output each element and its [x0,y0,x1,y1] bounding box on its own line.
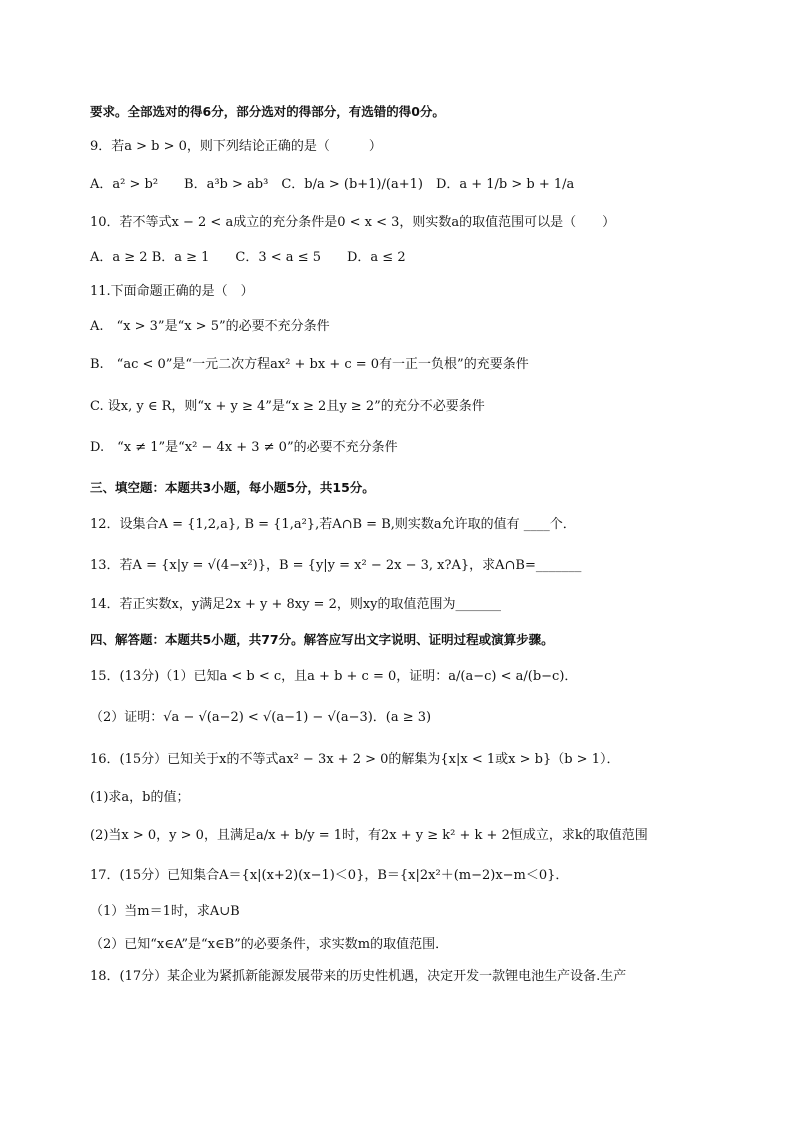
section-answer-heading: 四、解答题：本题共5小题，共77分。解答应写出文字说明、证明过程或演算步骤。 [90,632,554,647]
section-fill-blank-heading: 三、填空题：本题共3小题，每小题5分，共15分。 [90,480,375,495]
question-15-part-1: 15．(13分)（1）已知a < b < c，且a + b + c = 0，证明：a/(a−c) < a/(b−c)． [90,669,578,684]
question-10: 10．若不等式x − 2 < a成立的充分条件是0 < x < 3，则实数a的取值范围可以是（ ） [90,215,616,230]
question-17-part-2: （2）已知“x∈A”是“x∈B”的必要条件，求实数m的取值范围． [90,937,449,952]
question-11-option-c: C. 设x, y ∈ R，则“x + y ≥ 4”是“x ≥ 2且y ≥ 2”的充分不必要条件 [90,399,485,414]
section-requirement-text: 要求。全部选对的得6分，部分选对的得部分，有选错的得0分。 [90,104,445,119]
question-9: 9．若a > b > 0，则下列结论正确的是（ ） [90,139,382,154]
question-15-part-2: （2）证明：√a − √(a−2) < √(a−1) − √(a−3)．(a ≥ 3) [90,710,432,725]
question-16: 16．(15分）已知关于x的不等式ax² − 3x + 2 > 0的解集为{x|x < 1或x > b}（b > 1）． [90,752,620,767]
question-10-options: A．a ≥ 2 B．a ≥ 1 C．3 < a ≤ 5 D．a ≤ 2 [90,250,406,265]
question-17: 17．(15分）已知集合A＝{x|(x+2)(x−1)＜0}，B＝{x|2x²＋(m−2)x−m＜0}． [90,868,569,883]
question-11-option-d: D. “x ≠ 1”是“x² − 4x + 3 ≠ 0”的必要不充分条件 [90,440,398,455]
question-11: 11.下面命题正确的是（ ） [90,284,254,299]
question-11-option-b: B. “ac < 0”是“一元二次方程ax² + bx + c = 0有一正一负根”的充要条件 [90,357,529,372]
question-13: 13．若A = {x|y = √(4−x²)}，B = {y|y = x² − 2x − 3, x?A}，求A∩B=_______ [90,558,582,573]
question-11-option-a: A. “x > 3”是“x > 5”的必要不充分条件 [90,319,330,334]
question-17-part-1: （1）当m＝1时，求A∪B [90,904,240,919]
question-9-options: A．a² > b² B．a³b > ab³ C．b/a > (b+1)/(a+1) D．a + 1/b > b + 1/a [90,177,575,192]
question-18: 18．(17分）某企业为紧抓新能源发展带来的历史性机遇，决定开发一款锂电池生产设备.生产 [90,969,627,984]
question-12: 12．设集合A = {1,2,a}, B = {1,a²},若A∩B = B,则实数a允许取的值有 ____个． [90,517,576,532]
question-14: 14．若正实数x，y满足2x + y + 8xy = 2，则xy的取值范围为_______ [90,597,502,612]
question-16-part-2: (2)当x > 0，y > 0，且满足a/x + b/y = 1时，有2x + y ≥ k² + k + 2恒成立，求k的取值范围 [90,828,648,843]
question-16-part-1: (1)求a，b的值； [90,790,190,805]
